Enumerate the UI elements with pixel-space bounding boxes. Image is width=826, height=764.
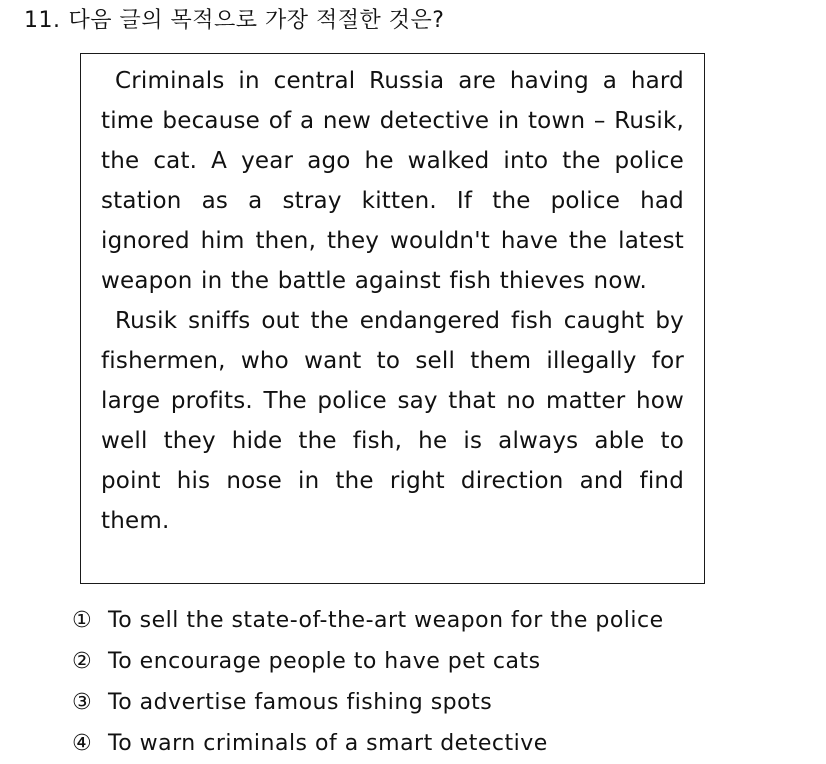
choice-text-4: To warn criminals of a smart detective	[108, 731, 548, 756]
passage-box	[80, 53, 705, 584]
choice-text-2: To encourage people to have pet cats	[108, 649, 541, 674]
passage-paragraph-1-text: Criminals in central Russia are having a hard time because of a new detective in town – Rusik, the cat. A year ago he walked into the police station as a stray kitten. If the police had ignored him then, they wouldn't have the latest weapon in the battle against fish thieves now.	[101, 68, 684, 294]
question-heading	[24, 6, 444, 36]
passage-paragraph-2	[101, 301, 684, 541]
choice-text-1: To sell the state-of-the-art weapon for the police	[108, 608, 664, 633]
choice-text-3: To advertise famous fishing spots	[108, 690, 493, 715]
answer-choice-2[interactable]	[72, 641, 664, 682]
choice-marker-2: ②	[72, 649, 93, 674]
question-number: 11.	[24, 8, 61, 33]
question-prompt: 다음 글의 목적으로 가장 적절한 것은?	[68, 8, 445, 33]
answer-choice-3[interactable]	[72, 682, 664, 723]
answer-choices	[72, 600, 664, 764]
choice-marker-3: ③	[72, 690, 93, 715]
passage-paragraph-2-text: Rusik sniffs out the endangered fish caught by fishermen, who want to sell them illegally for large profits. The police say that no matter how well they hide the fish, he is always able to point his nose in the right direction and find them.	[101, 308, 684, 534]
answer-choice-1[interactable]	[72, 600, 664, 641]
answer-choice-4[interactable]	[72, 723, 664, 764]
choice-marker-4: ④	[72, 731, 93, 756]
choice-marker-1: ①	[72, 608, 93, 633]
passage-paragraph-1	[101, 61, 684, 301]
